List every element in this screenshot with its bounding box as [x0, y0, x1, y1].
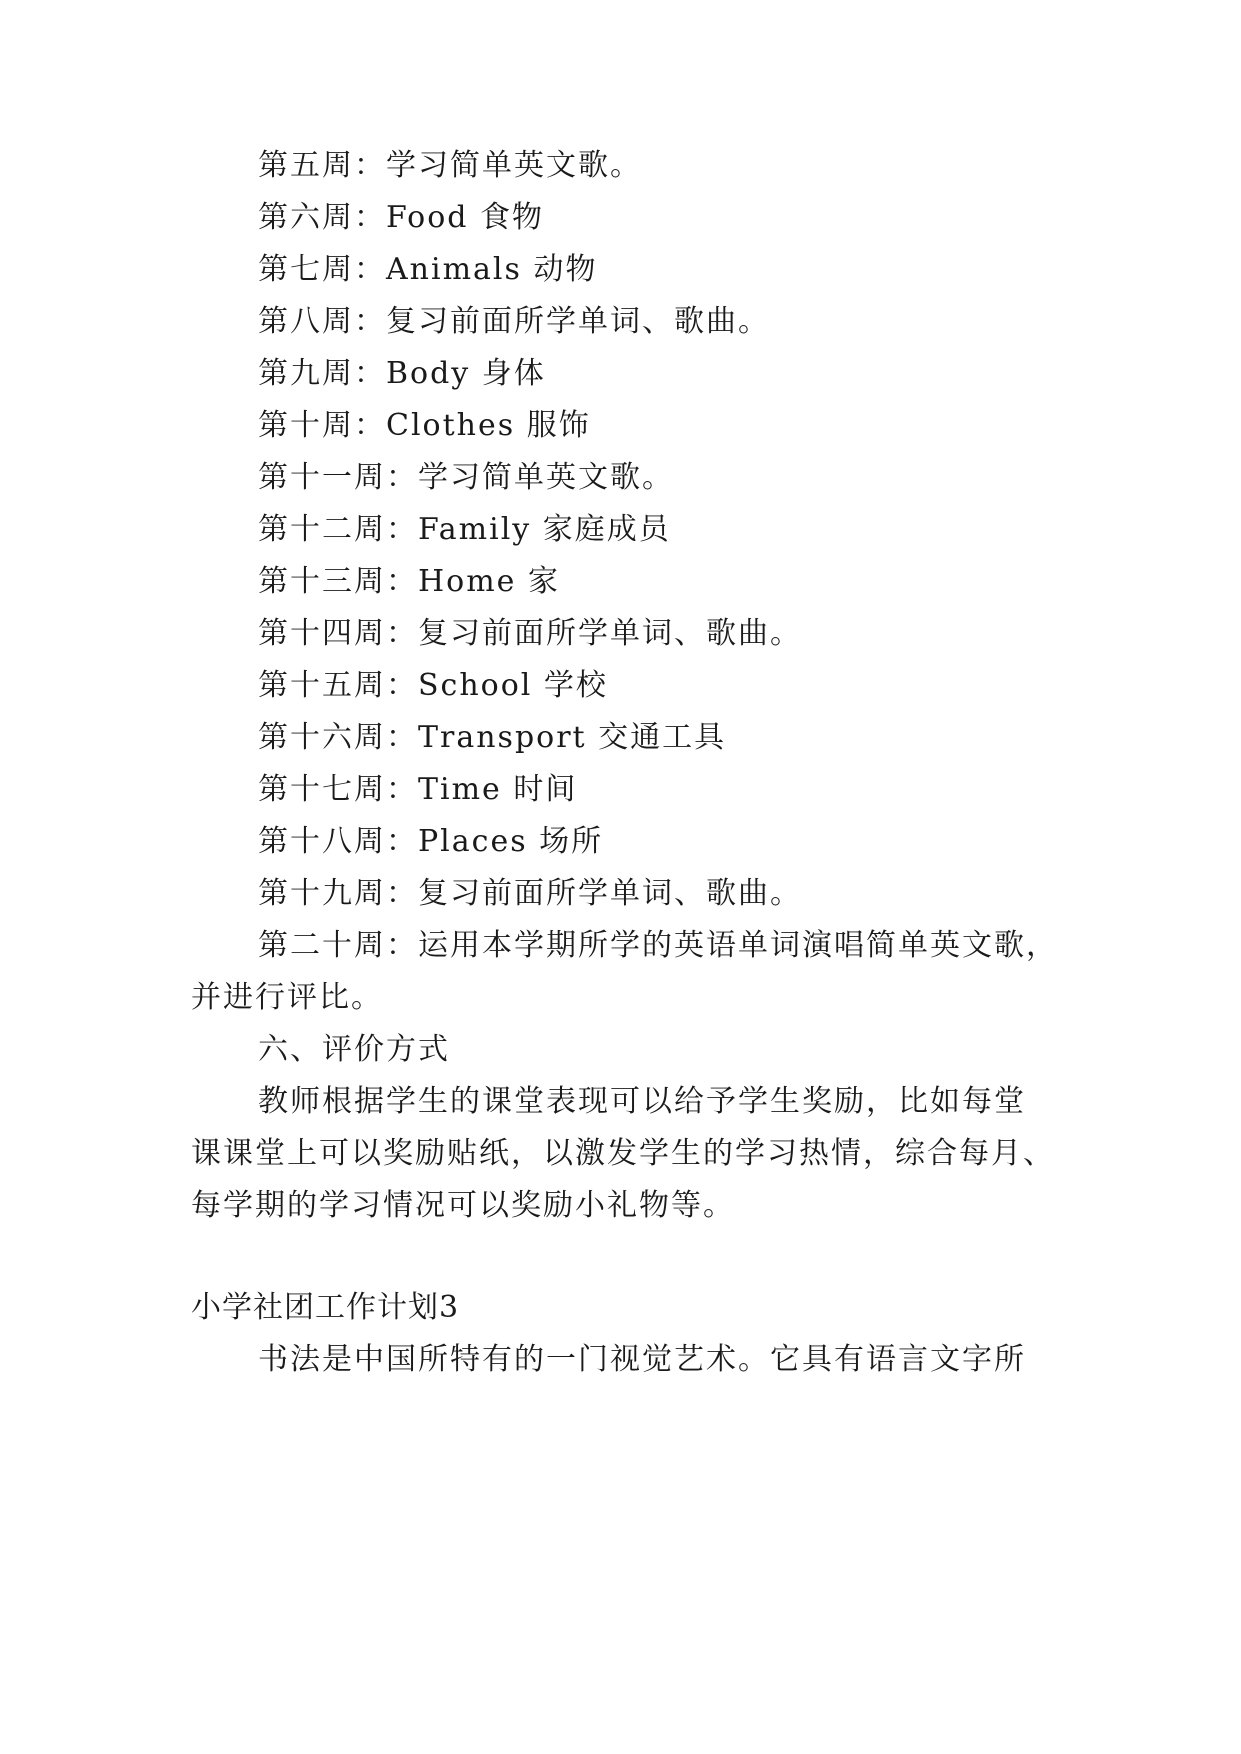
- schedule-week-8: 第八周：复习前面所学单词、歌曲。: [258, 304, 770, 339]
- plan-3-title: 小学社团工作计划3: [191, 1290, 460, 1325]
- schedule-week-7: 第七周：Animals 动物: [258, 252, 598, 287]
- section-heading-evaluation: 六、评价方式: [258, 1032, 450, 1067]
- schedule-week-9: 第九周：Body 身体: [258, 356, 546, 391]
- schedule-week-5: 第五周：学习简单英文歌。: [258, 148, 642, 183]
- schedule-week-14: 第十四周：复习前面所学单词、歌曲。: [258, 616, 802, 651]
- schedule-week-17: 第十七周：Time 时间: [258, 772, 578, 807]
- plan-3-paragraph-line-1: 书法是中国所特有的一门视觉艺术。它具有语言文字所: [258, 1342, 1026, 1377]
- schedule-week-13: 第十三周：Home 家: [258, 564, 560, 599]
- evaluation-paragraph-line-3: 每学期的学习情况可以奖励小礼物等。: [191, 1188, 735, 1223]
- schedule-week-20-line-1: 第二十周：运用本学期所学的英语单词演唱简单英文歌，: [258, 928, 1058, 963]
- schedule-week-6: 第六周：Food 食物: [258, 200, 545, 235]
- schedule-week-12: 第十二周：Family 家庭成员: [258, 512, 671, 547]
- schedule-week-19: 第十九周：复习前面所学单词、歌曲。: [258, 876, 802, 911]
- schedule-week-20-line-2: 并进行评比。: [191, 980, 383, 1015]
- schedule-week-10: 第十周：Clothes 服饰: [258, 408, 591, 443]
- schedule-week-11: 第十一周：学习简单英文歌。: [258, 460, 674, 495]
- evaluation-paragraph-line-2: 课课堂上可以奖励贴纸，以激发学生的学习热情，综合每月、: [191, 1136, 1055, 1171]
- schedule-week-16: 第十六周：Transport 交通工具: [258, 720, 727, 755]
- evaluation-paragraph-line-1: 教师根据学生的课堂表现可以给予学生奖励，比如每堂: [258, 1084, 1026, 1119]
- schedule-week-15: 第十五周：School 学校: [258, 668, 608, 703]
- schedule-week-18: 第十八周：Places 场所: [258, 824, 604, 859]
